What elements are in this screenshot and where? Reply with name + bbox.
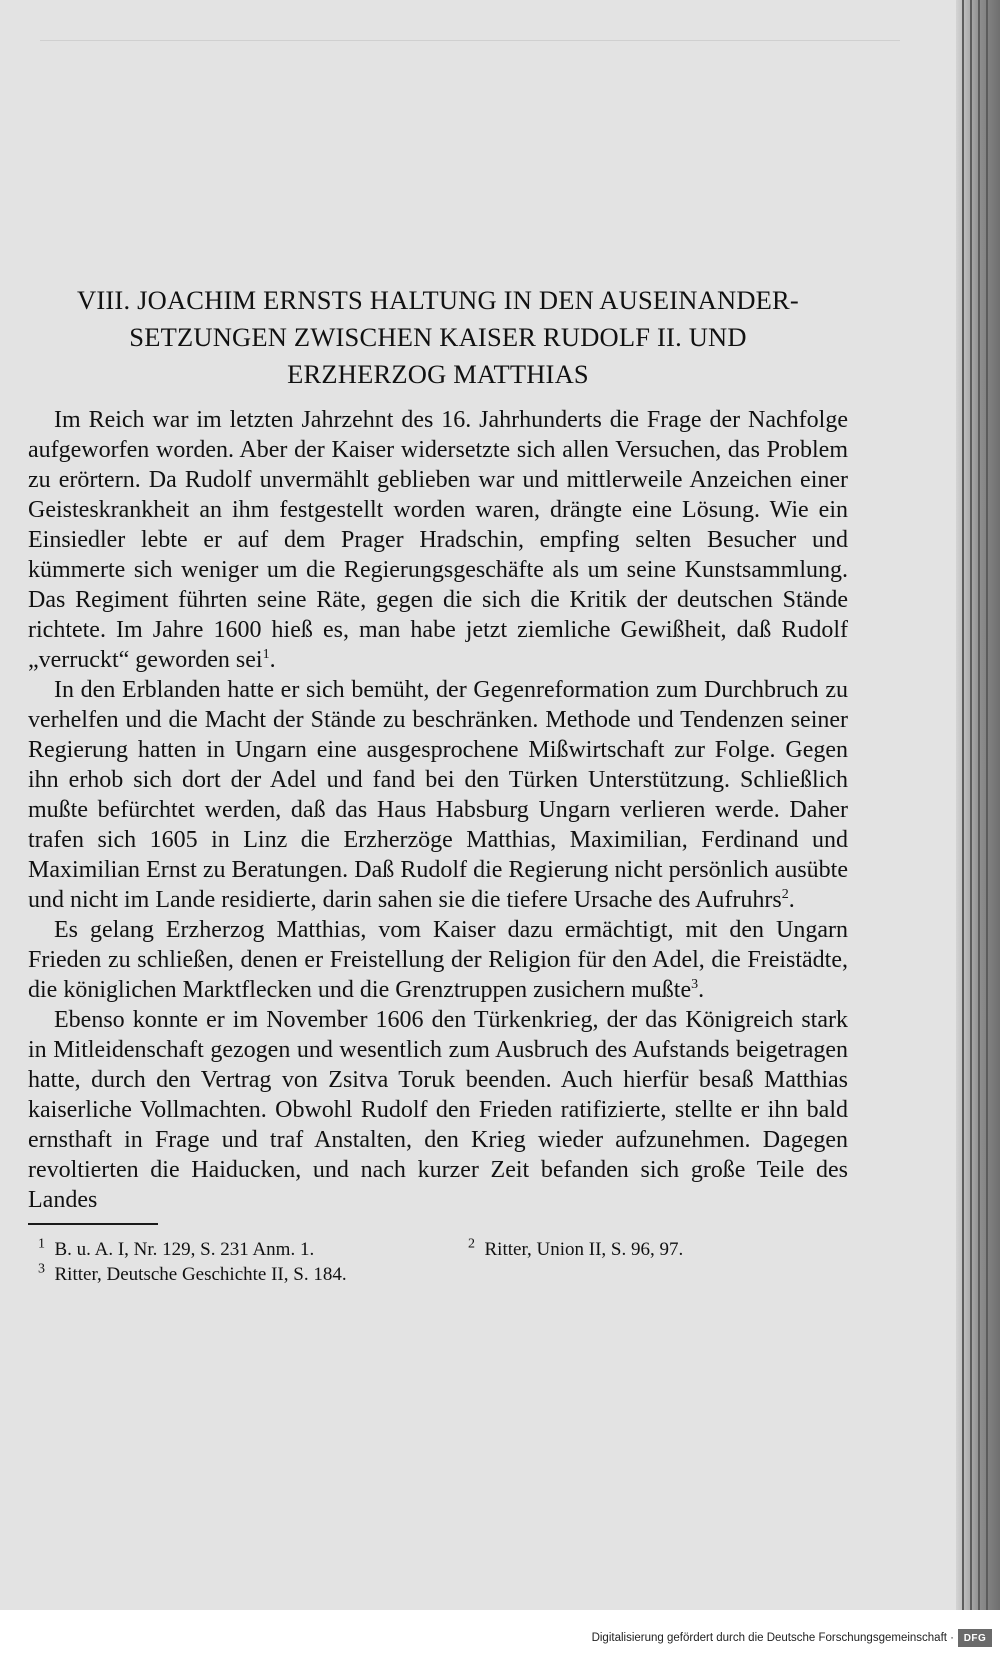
page-top-edge (40, 0, 900, 41)
chapter-title-line-1: VIII. JOACHIM ERNSTS HALTUNG IN DEN AUSEINANDER- (77, 285, 799, 315)
paragraph-1 (28, 405, 848, 675)
paragraph-2 (28, 675, 848, 915)
chapter-title-line-2: SETZUNGEN ZWISCHEN KAISER RUDOLF II. UND (129, 322, 747, 352)
digitization-credit-bar (0, 1610, 1000, 1653)
footnote-3 (38, 1262, 468, 1287)
paragraph-3-tail: . (698, 977, 705, 1003)
footnotes (28, 1237, 848, 1287)
footnote-3-number: 3 (38, 1261, 45, 1277)
paragraph-2-tail: . (788, 887, 795, 913)
footnote-2 (468, 1237, 683, 1262)
footnote-ref-1[interactable]: 1 (262, 647, 270, 662)
book-edge-shadow (956, 0, 1000, 1610)
paragraph-1-tail: . (269, 647, 276, 673)
paragraph-4 (28, 1005, 848, 1215)
footnote-2-text: Ritter, Union II, S. 96, 97. (484, 1239, 684, 1260)
page-content (28, 282, 848, 1287)
footnote-ref-2[interactable]: 2 (781, 887, 789, 902)
chapter-title-line-3: ERZHERZOG MATTHIAS (287, 359, 589, 389)
footnote-row (38, 1237, 848, 1262)
footnote-row (38, 1262, 848, 1287)
footnote-ref-3[interactable]: 3 (691, 977, 699, 992)
footnote-3-text: Ritter, Deutsche Geschichte II, S. 184. (54, 1264, 347, 1285)
paragraph-2-text: In den Erblanden hatte er sich bemüht, der Gegenreformation zum Durchbruch zu verhelfen und die Macht der Stände zu beschränken. Methode und Tendenzen seiner Regierung hatten in Ungarn eine ausgesprochene Mißwirtschaft zur Folge. Gegen ihn erhob sich dort der Adel und fand bei den Türken Unterstützung. Schließlich mußte befürchtet werden, daß das Haus Habsburg Ungarn verlieren werde. Daher trafen sich 1605 in Linz die Erzherzöge Matthias, Maximilian, Ferdinand und Maximilian Ernst zu Beratungen. Daß Rudolf die Regierung nicht persönlich ausübte und nicht im Lande residierte, darin sahen sie die tiefere Ursache des Aufruhrs (28, 677, 848, 913)
footnote-1-number: 1 (38, 1236, 45, 1252)
dfg-logo: DFG (958, 1629, 992, 1647)
paragraph-3 (28, 915, 848, 1005)
paragraph-4-text: Ebenso konnte er im November 1606 den Türkenkrieg, der das Königreich stark in Mitleidenschaft gezogen und wesentlich zum Ausbruch des Aufstands beigetragen hatte, durch den Vertrag von Zsitva Toruk beenden. Auch hierfür besaß Matthias kaiserliche Vollmachten. Obwohl Rudolf den Frieden ratifizierte, stellte er ihn bald ernsthaft in Frage und traf Anstalten, den Krieg wieder aufzunehmen. Dagegen revoltierten die Haiducken, und nach kurzer Zeit befanden sich große Teile des Landes (28, 1007, 848, 1213)
paragraph-3-text: Es gelang Erzherzog Matthias, vom Kaiser dazu ermächtigt, mit den Ungarn Frieden zu schließen, denen er Freistellung der Religion für den Adel, die Freistädte, die königlichen Marktflecken und die Grenztruppen zusichern mußte (28, 917, 848, 1003)
footnote-1 (38, 1237, 468, 1262)
footnote-2-number: 2 (468, 1236, 475, 1252)
footnote-1-text: B. u. A. I, Nr. 129, S. 231 Anm. 1. (54, 1239, 315, 1260)
paragraph-1-text: Im Reich war im letzten Jahrzehnt des 16. Jahrhunderts die Frage der Nachfolge aufgeworfen worden. Aber der Kaiser widersetzte sich allen Versuchen, das Problem zu erörtern. Da Rudolf unvermählt geblieben war und mittlerweile Anzeichen einer Geisteskrankheit an ihm festgestellt worden waren, drängte eine Lösung. Wie ein Einsiedler lebte er auf dem Prager Hradschin, empfing selten Besucher und kümmerte sich weniger um die Regierungsgeschäfte als um seine Kunstsammlung. Das Regiment führten seine Räte, gegen die sich die Kritik der deutschen Stände richtete. Im Jahre 1600 hieß es, man habe jetzt ziemliche Gewißheit, daß Rudolf „verruckt“ geworden sei (28, 407, 848, 673)
digitization-credit: Digitalisierung gefördert durch die Deutsche Forschungsgemeinschaft · (591, 1632, 954, 1644)
chapter-title (28, 282, 848, 393)
footnote-rule (28, 1223, 158, 1225)
